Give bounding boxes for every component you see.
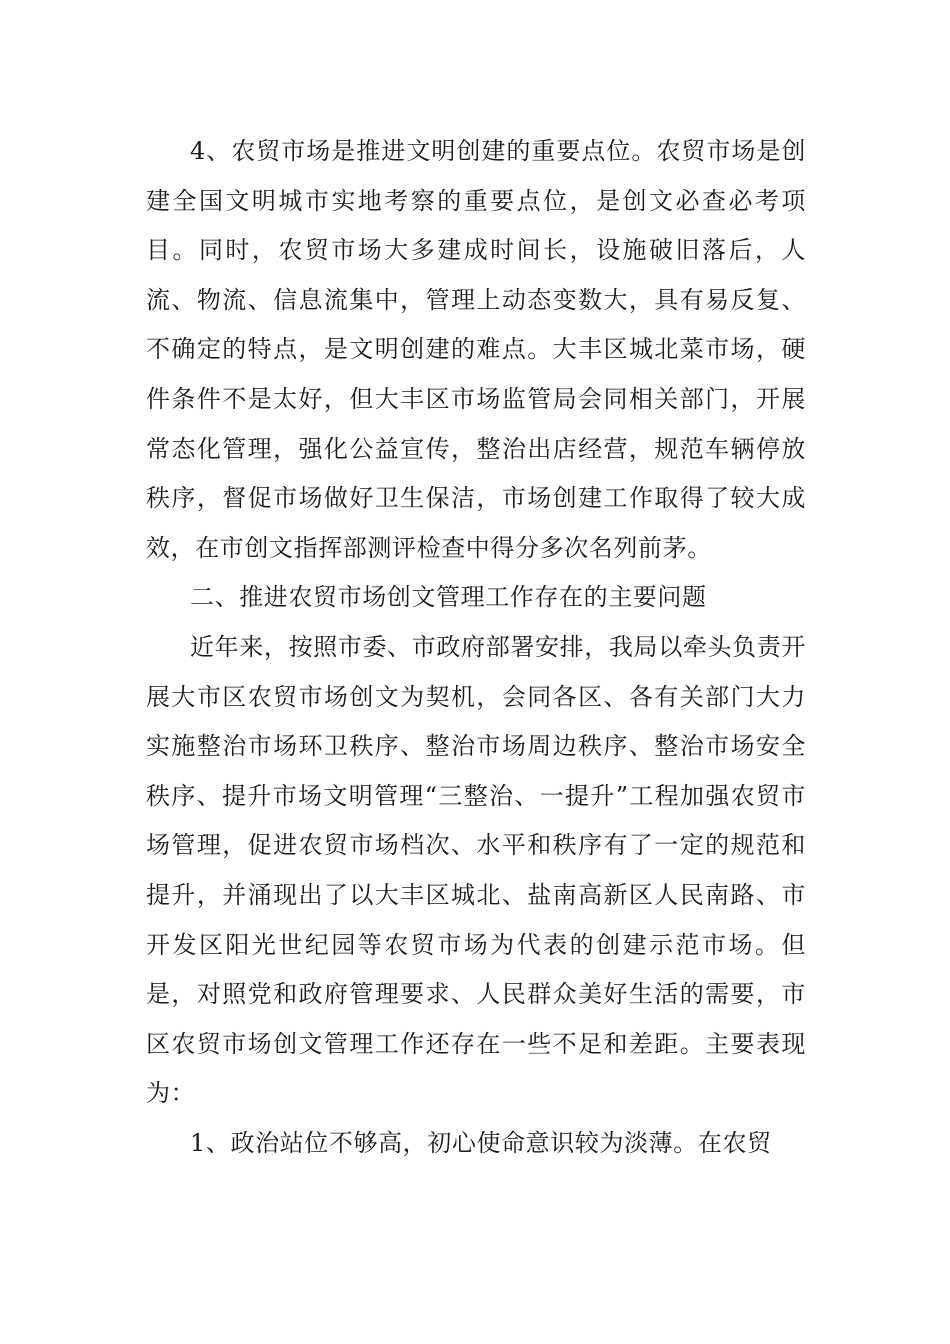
paragraph-item-1: 1、政治站位不够高，初心使命意识较为淡薄。在农贸 xyxy=(190,1128,772,1157)
paragraph-point-4: 4、农贸市场是推进文明创建的重要点位。农贸市场是创建全国文明城市实地考察的重要点位，是创文必查必考项目。同时，农贸市场大多建成时间长，设施破旧落后，人流、物流、信息流集中，管理上动态变数大，具有易反复、不确定的特点，是文明创建的难点。大丰区城北菜市场，硬件条件不是太好，但大丰区市场监管局会同相关部门，开展常态化管理，强化公益宣传，整治出店经营，规范车辆停放秩序，督促市场做好卫生保洁，市场创建工作取得了较大成效，在市创文指挥部测评检查中得分多次名列前茅。 xyxy=(146,137,806,562)
paragraph-intro: 近年来，按照市委、市政府部署安排，我局以牵头负责开展大市区农贸市场创文为契机，会同各区、各有关部门大力实施整治市场环卫秩序、整治市场周边秩序、整治市场安全秩序、提升市场文明管理“三整治、一提升”工程加强农贸市场管理，促进农贸市场档次、水平和秩序有了一定的规范和提升，并涌现出了以大丰区城北、盐南高新区人民南路、市开发区阳光世纪园等农贸市场为代表的创建示范市场。但是，对照党和政府管理要求、人民群众美好生活的需要，市区农贸市场创文管理工作还存在一些不足和差距。主要表现为： xyxy=(146,632,806,1108)
section-heading-2: 二、推进农贸市场创文管理工作存在的主要问题 xyxy=(190,583,707,612)
body-text xyxy=(146,127,806,1168)
